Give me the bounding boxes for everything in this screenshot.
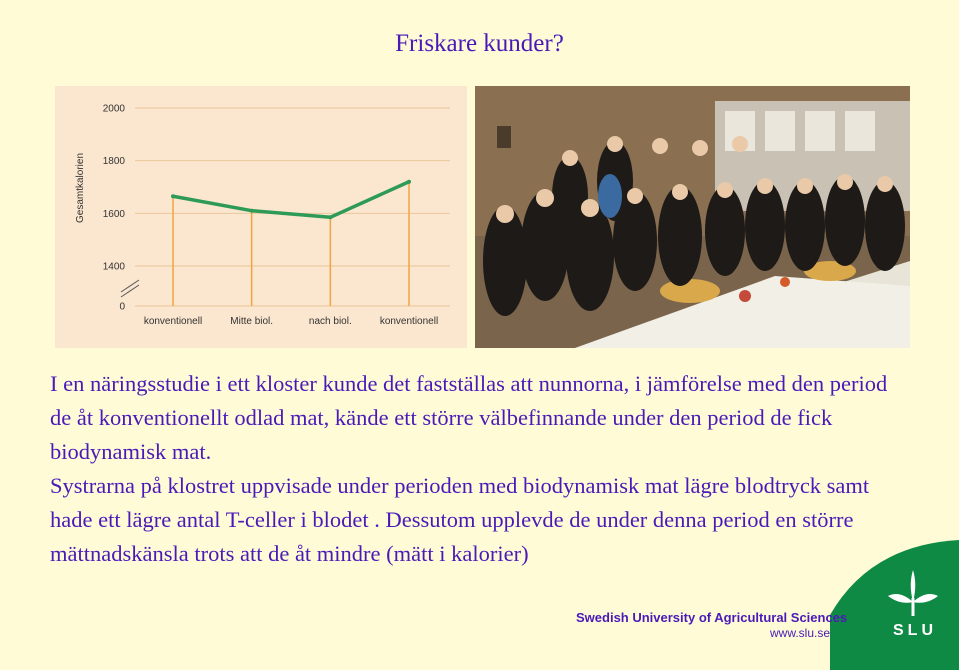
page-title: Friskare kunder?	[395, 30, 564, 57]
y-tick-label-2: 1600	[102, 208, 125, 220]
series-line	[173, 182, 409, 218]
institution-name: Swedish University of Agricultural Sciences	[576, 610, 848, 625]
body-text	[50, 367, 910, 571]
y-axis-label: Gesamtkalorien	[75, 152, 86, 224]
x-category-label-3: konventionell	[379, 316, 439, 327]
group-photo-icon	[475, 86, 910, 348]
x-category-label-0: konventionell	[143, 316, 203, 327]
institution-url[interactable]: www.slu.se	[770, 626, 831, 640]
data-point-3	[407, 180, 411, 184]
data-point-1	[250, 209, 254, 213]
x-category-label-1: Mitte biol.	[230, 316, 274, 327]
body-paragraph-2: Systrarna på klostret uppvisade under perioden med biodynamisk mat lägre blodtryck samt hade ett lägre antal T-celler i blodet . Dessutom upplevde de under denna period en större mättnadskänsla trots att de åt mindre (mätt i kalorier)	[50, 473, 870, 566]
calorie-chart	[55, 86, 467, 348]
calorie-chart-svg	[55, 86, 467, 348]
axis-break-mark-2	[121, 285, 139, 297]
y-tick-label-4: 2000	[102, 103, 125, 115]
data-point-2	[328, 215, 332, 219]
y-tick-label-0: 0	[119, 301, 125, 313]
body-paragraph-1: I en näringsstudie i ett kloster kunde det fastställas att nunnorna, i jämförelse med den period de åt konventionellt odlad mat, kände ett större välbefinnande under den period de fick biodynamisk mat.	[50, 371, 888, 464]
data-point-0	[171, 194, 175, 198]
slu-logo-text: SLU	[893, 622, 937, 639]
axis-break-mark-1	[121, 280, 139, 292]
group-photo	[475, 86, 910, 348]
y-tick-label-3: 1800	[102, 156, 125, 168]
x-category-label-2: nach biol.	[308, 316, 352, 327]
y-tick-label-1: 1400	[102, 261, 125, 273]
slu-logo-icon	[830, 540, 959, 670]
